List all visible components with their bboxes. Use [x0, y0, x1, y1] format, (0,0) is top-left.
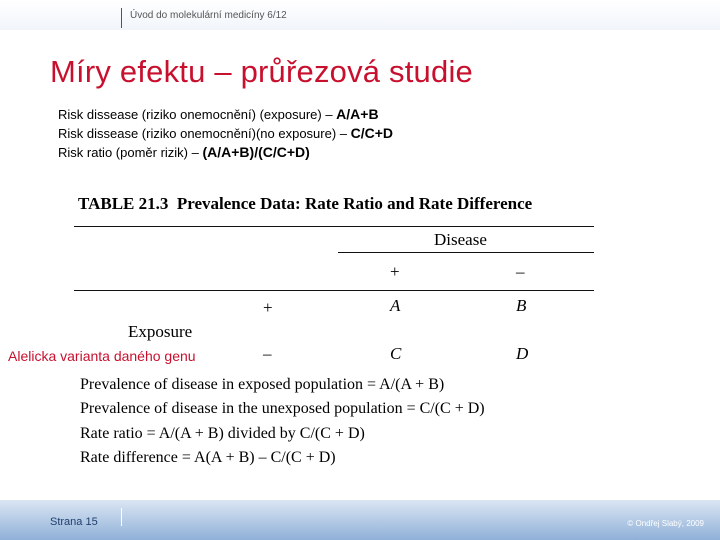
column-plus: +	[390, 262, 400, 281]
header-bar	[0, 0, 720, 30]
cell-b: B	[516, 296, 527, 315]
allele-variant-label: Alelicka varianta daného genu	[8, 348, 196, 364]
column-minus: –	[516, 262, 525, 281]
risk-line-expression: A/A+B	[336, 106, 379, 122]
risk-line-expression: C/C+D	[350, 125, 394, 141]
cell-d: D	[516, 344, 529, 363]
risk-line-label: Risk ratio (poměr rizik) –	[58, 145, 203, 160]
table-title: Prevalence Data: Rate Ratio and Rate Difference	[176, 194, 533, 213]
risk-line-exposed	[58, 105, 393, 124]
row-minus: –	[263, 344, 272, 363]
risk-definitions	[58, 105, 393, 162]
risk-line-ratio	[58, 143, 393, 162]
slide-title: Míry efektu – průřezová studie	[50, 54, 473, 89]
table-number: TABLE 21.3	[78, 194, 169, 213]
table-top-rule	[74, 226, 594, 227]
table-heading	[78, 194, 532, 214]
risk-line-label: Risk dissease (riziko onemocnění)(no exposure) –	[58, 126, 351, 141]
formula-exposed-prevalence: Prevalence of disease in exposed population = A/(A + B)	[80, 376, 445, 393]
formula-rate-ratio: Rate ratio = A/(A + B) divided by C/(C + D)	[80, 425, 365, 442]
formula-rate-difference: Rate difference = A(A + B) – C/(C + D)	[80, 449, 336, 466]
footer-bar	[0, 500, 720, 540]
scanned-table-image	[70, 188, 596, 474]
disease-rule	[338, 252, 594, 253]
disease-header: Disease	[434, 230, 487, 249]
footer-divider	[121, 508, 122, 526]
page-number: Strana 15	[50, 516, 98, 528]
risk-line-expression: (A/A+B)/(C/C+D)	[202, 144, 310, 160]
cell-c: C	[390, 344, 402, 363]
formula-unexposed-prevalence: Prevalence of disease in the unexposed population = C/(C + D)	[80, 400, 485, 417]
risk-line-label: Risk dissease (riziko onemocnění) (exposure) –	[58, 107, 337, 122]
row-plus: +	[263, 298, 273, 317]
cell-a: A	[390, 296, 401, 315]
header-course-title: Úvod do molekulární medicíny 6/12	[130, 10, 287, 21]
risk-line-unexposed	[58, 124, 393, 143]
header-divider	[121, 8, 122, 28]
column-header-rule	[74, 290, 594, 291]
exposure-label: Exposure	[128, 322, 193, 341]
copyright-notice: © Ondřej Slabý, 2009	[627, 519, 704, 528]
